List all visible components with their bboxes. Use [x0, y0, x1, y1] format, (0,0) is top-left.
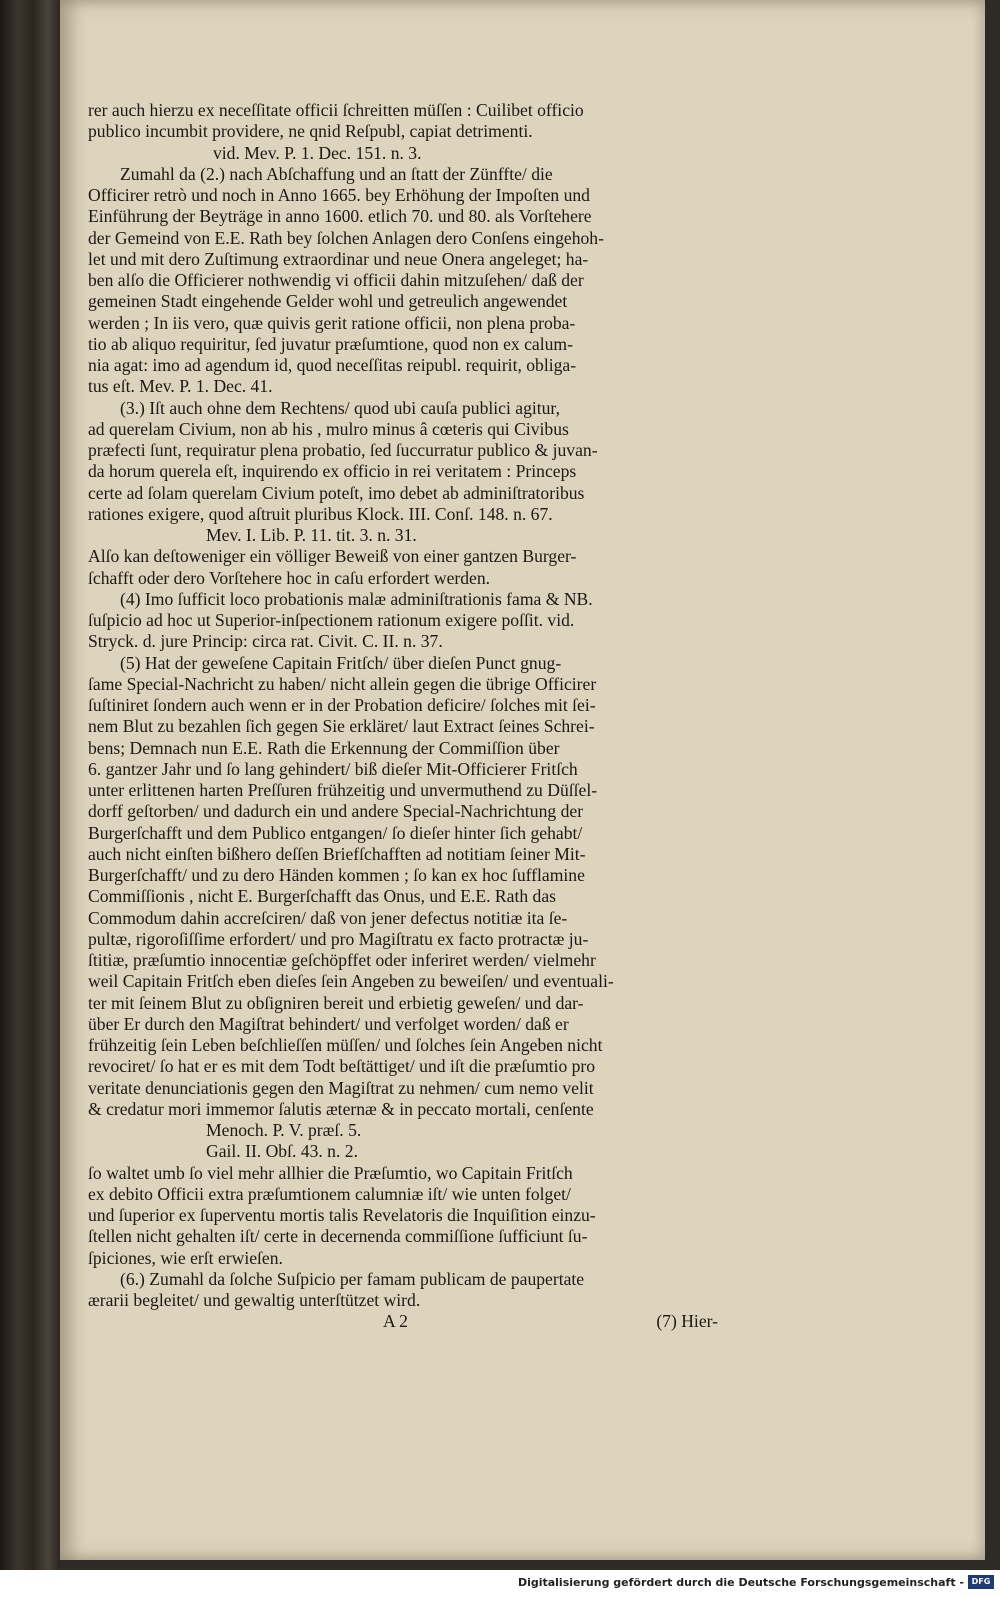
- text-line: rationes exigere, quod aſtruit pluribus Klock. III. Conſ. 148. n. 67.: [88, 503, 553, 524]
- text-line: weil Capitain Fritſch eben dieſes ſein Angeben zu beweiſen/ und eventuali-: [88, 971, 614, 992]
- text-line: ſuſtiniret ſondern auch wenn er in der Probation deficire/ ſolches mit ſei-: [88, 695, 596, 715]
- citation-line: vid. Mev. P. 1. Dec. 151. n. 3.: [213, 142, 422, 163]
- text-line: Commodum dahin accreſciren/ daß von jener defectus notitiæ ita ſe-: [88, 907, 568, 928]
- funding-text: Digitalisierung gefördert durch die Deutsche Forschungsgemeinschaft -: [517, 1576, 964, 1589]
- text-line: werden ; In iis vero, quæ quivis gerit ratione officii, non plena proba-: [88, 312, 576, 333]
- text-line: gemeinen Stadt eingehende Gelder wohl und getreulich angewendet: [88, 291, 568, 312]
- text-line: Burgerſchafft/ und zu dero Händen kommen ; ſo kan ex hoc ſufflamine: [88, 865, 585, 885]
- text-line: Officirer retrò und noch in Anno 1665. bey Erhöhung der Impoſten und: [88, 185, 590, 205]
- text-line: tio ab aliquo requiritur, ſed juvatur præſumtione, quod non ex calum-: [88, 333, 573, 354]
- text-line: ſpiciones, wie erſt erwieſen.: [88, 1247, 283, 1268]
- citation-line: Gail. II. Obſ. 43. n. 2.: [206, 1141, 358, 1162]
- text-line: der Gemeind von E.E. Rath bey ſolchen Anlagen dero Conſens eingehoh-: [88, 227, 604, 248]
- text-line: nia agat: imo ad agendum id, quod neceſſitas reipubl. requirit, obliga-: [88, 355, 577, 375]
- text-line: ben alſo die Officierer nothwendig vi officii dahin mitzuſehen/ daß der: [88, 270, 584, 290]
- text-line: bens; Demnach nun E.E. Rath die Erkennung der Commiſſion über: [88, 737, 560, 758]
- text-line: pultæ, rigoroſiſſime erfordert/ und pro Magiſtratu ex facto protractæ ju-: [88, 928, 589, 949]
- text-line: Zumahl da (2.) nach Abſchaffung und an ſtatt der Zünffte/ die: [120, 163, 553, 184]
- text-line: nem Blut zu bezahlen ſich gegen Sie erkläret/ laut Extract ſeines Schrei-: [88, 716, 595, 737]
- text-line: (5) Hat der geweſene Capitain Fritſch/ über dieſen Punct gnug-: [120, 652, 562, 673]
- text-line: unter erlittenen harten Preſſuren frühzeitig und unvermuthend zu Düſſel-: [88, 780, 598, 800]
- text-line: ſtellen nicht gehalten iſt/ certe in decernenda commiſſione ſufficiunt ſu-: [88, 1226, 588, 1247]
- text-line: & credatur mori immemor ſalutis æternæ & in peccato mortali, cenſente: [88, 1098, 594, 1119]
- text-line: rer auch hierzu ex neceſſitate officii ſchreitten müſſen : Cuilibet officio: [88, 100, 584, 120]
- text-line: dorff geſtorben/ und dadurch ein und andere Special-Nachrichtung der: [88, 801, 584, 822]
- text-line: 6. gantzer Jahr und ſo lang gehindert/ biß dieſer Mit-Officierer Fritſch: [88, 758, 578, 779]
- text-line: (6.) Zumahl da ſolche Suſpicio per famam publicam de paupertate: [120, 1268, 585, 1289]
- text-line: da horum querela eſt, inquirendo ex officio in rei veritatem : Princeps: [88, 461, 577, 482]
- text-line: (4) Imo ſufficit loco probationis malæ adminiſtrationis fama & NB.: [120, 588, 593, 609]
- page-text: [88, 100, 718, 1333]
- text-line: ſchafft oder dero Vorſtehere hoc in caſu erfordert werden.: [88, 567, 491, 588]
- dfg-logo: DFG: [968, 1575, 994, 1589]
- text-line: certe ad ſolam querelam Civium poteſt, imo debet ab adminiſtratoribus: [88, 482, 585, 503]
- text-line: ter mit ſeinem Blut zu obſigniren bereit und erbietig geweſen/ und dar-: [88, 992, 584, 1013]
- text-line: præfecti ſunt, requiratur plena probatio, ſed ſuccurratur publico & juvan-: [88, 440, 598, 460]
- text-line: revociret/ ſo hat er es mit dem Todt beſtättiget/ und iſt die præſumtio pro: [88, 1056, 596, 1077]
- funding-banner: [0, 1570, 1000, 1597]
- text-line: ærarii begleitet/ und gewaltig unterſtützet wird.: [88, 1290, 421, 1310]
- page-footer: [88, 1311, 718, 1333]
- text-line: auch nicht einſten bißhero deſſen Briefſchafften ad notitiam ſeiner Mit-: [88, 843, 586, 864]
- book-binding: [0, 0, 60, 1570]
- text-line: (3.) Iſt auch ohne dem Rechtens/ quod ubi cauſa publici agitur,: [120, 397, 560, 418]
- text-line: über Er durch den Magiſtrat behindert/ und verfolget worden/ daß er: [88, 1013, 569, 1034]
- text-line: Einführung der Beyträge in anno 1600. etlich 70. und 80. als Vorſtehere: [88, 206, 592, 227]
- text-line: Burgerſchafft und dem Publico entgangen/ ſo dieſer hinter ſich gehabt/: [88, 822, 583, 843]
- text-line: ex debito Officii extra præſumtionem calumniæ iſt/ wie unten folget/: [88, 1183, 571, 1204]
- text-line: let und mit dero Zuſtimung extraordinar und neue Onera angeleget; ha-: [88, 248, 589, 269]
- text-line: Stryck. d. jure Princip: circa rat. Civit. C. II. n. 37.: [88, 631, 443, 652]
- text-line: ſame Special-Nachricht zu haben/ nicht allein gegen die übrige Officirer: [88, 673, 597, 694]
- text-line: und ſuperior ex ſuperventu mortis talis Revelatoris die Inquiſition einzu-: [88, 1205, 596, 1225]
- citation-line: Mev. I. Lib. P. 11. tit. 3. n. 31.: [206, 525, 417, 545]
- text-line: ſuſpicio ad hoc ut Superior-inſpectionem rationum exigere poſſit. vid.: [88, 610, 575, 630]
- text-line: tus eſt. Mev. P. 1. Dec. 41.: [88, 376, 273, 397]
- text-line: Commiſſionis , nicht E. Burgerſchafft das Onus, und E.E. Rath das: [88, 886, 556, 907]
- text-line: publico incumbit providere, ne qnid Reſpubl, capiat detrimenti.: [88, 121, 533, 142]
- catchword: (7) Hier-: [656, 1311, 718, 1332]
- text-line: Alſo kan deſtoweniger ein völliger Beweiß von einer gantzen Burger-: [88, 546, 577, 567]
- text-line: ad querelam Civium, non ab his , mulro minus â cœteris qui Civibus: [88, 418, 569, 439]
- text-line: ſtitiæ, præſumtio innocentiæ geſchöpffet oder inferiret werden/ vielmehr: [88, 950, 596, 970]
- text-line: frühzeitig ſein Leben beſchlieſſen müſſen/ und ſolches ſein Angeben nicht: [88, 1035, 603, 1055]
- text-line: ſo waltet umb ſo viel mehr allhier die Præſumtio, wo Capitain Fritſch: [88, 1162, 573, 1183]
- signature-mark: A 2: [383, 1311, 408, 1332]
- citation-line: Menoch. P. V. præſ. 5.: [206, 1120, 362, 1140]
- text-line: veritate denunciationis gegen den Magiſtrat zu nehmen/ cum nemo velit: [88, 1077, 594, 1098]
